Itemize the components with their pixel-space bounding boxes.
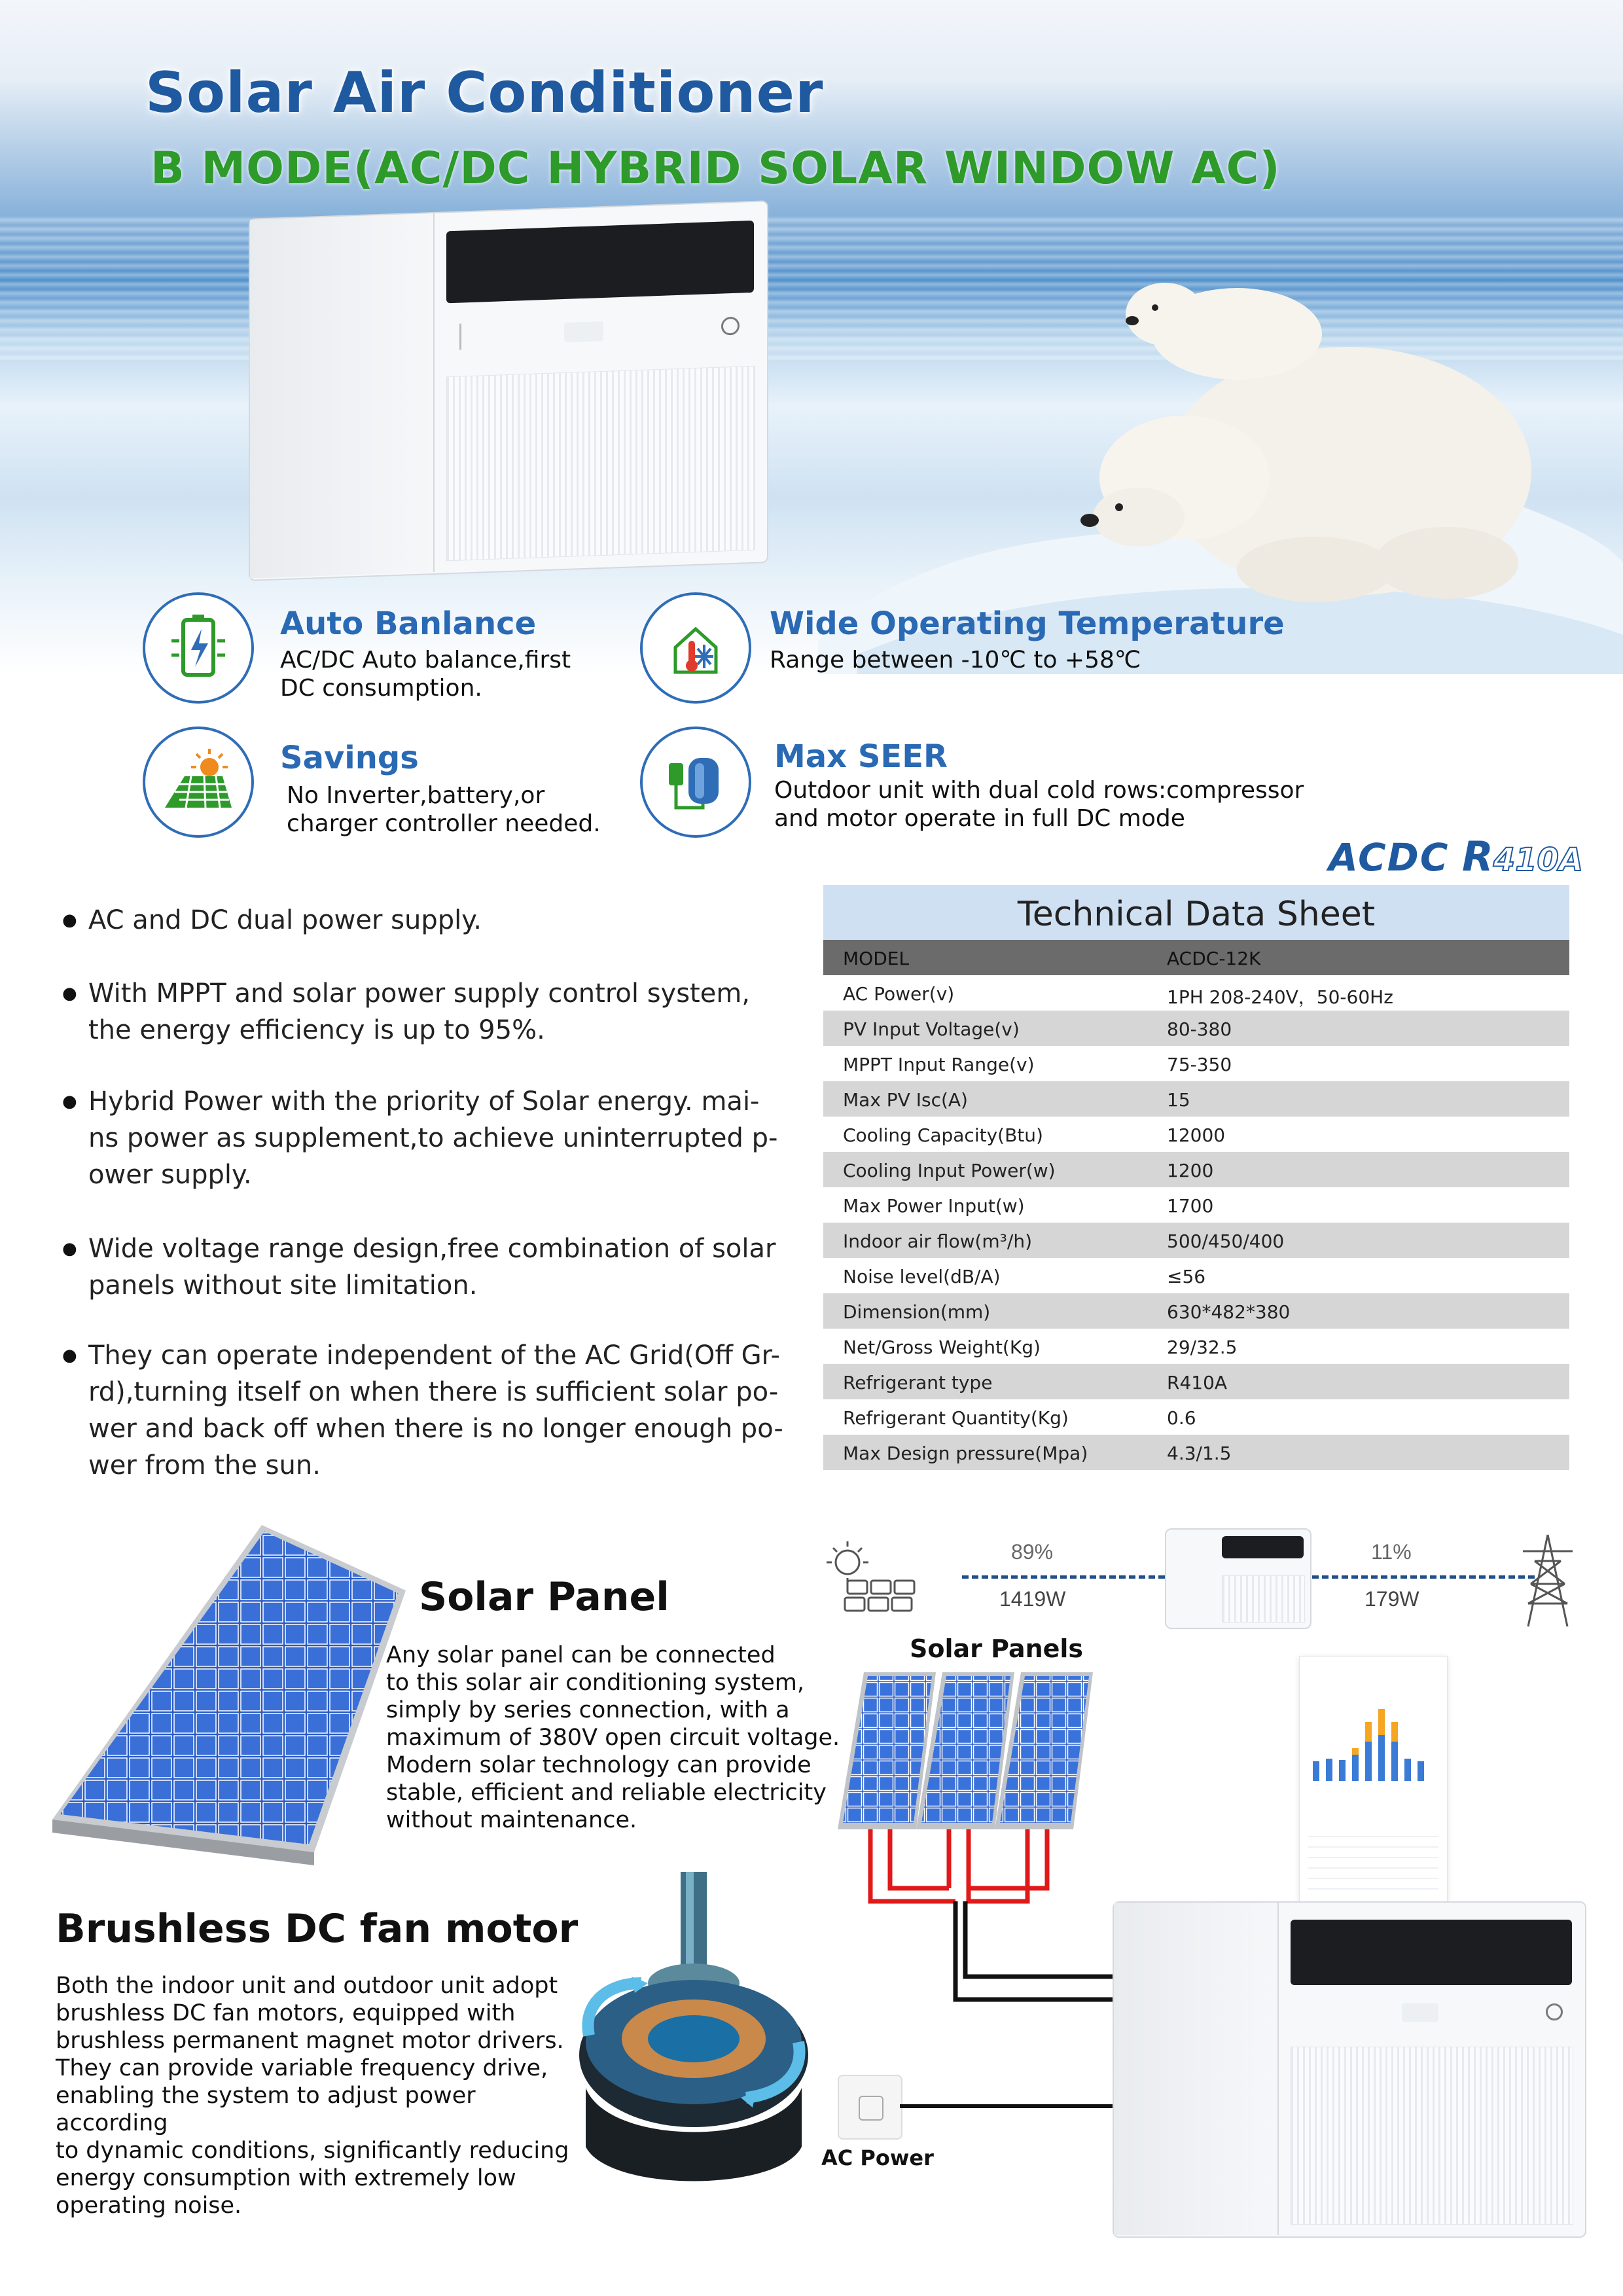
table-cell-key: Max Power Input(w) <box>843 1195 1025 1217</box>
solar-panel-sun-icon <box>143 726 254 838</box>
feature-title: Max SEER <box>774 738 948 775</box>
motor-desc: Both the indoor unit and outdoor unit adopt brushless DC fan motors, equipped with brushless permanent magnet motor drivers. They can provide variable frequency drive, enabling the system to adjust power according to dynamic conditions, significantly reducing energy consumption with extremely low operating noise. <box>56 1973 569 2219</box>
ac-front-grille <box>446 366 755 561</box>
window-ac-unit-image <box>249 200 768 581</box>
phone-app-screenshot <box>1299 1656 1448 1906</box>
table-cell-key: Max Design pressure(Mpa) <box>843 1443 1088 1464</box>
solar-panels-array-image <box>831 1666 1132 1836</box>
table-cell-key: Net/Gross Weight(Kg) <box>843 1336 1041 1358</box>
table-header-row <box>823 940 1569 975</box>
acdc-r410a-logo <box>1329 833 1583 880</box>
feature-desc: AC/DC Auto balance,first DC consumption. <box>280 647 571 702</box>
battery-bolt-icon <box>143 592 254 704</box>
power-flow-diagram <box>821 1528 1580 1640</box>
page-title: Solar Air Conditioner <box>145 60 824 126</box>
flow-line <box>962 1575 1185 1579</box>
ac-front-grille <box>1291 2047 1573 2225</box>
table-cell-value: ≤56 <box>1167 1266 1206 1287</box>
feature-desc: Outdoor unit with dual cold rows:compressor and motor operate in full DC mode <box>774 777 1304 832</box>
compressor-icon <box>640 726 751 838</box>
table-cell-value: 0.6 <box>1167 1407 1196 1429</box>
ac-air-vent <box>446 221 754 303</box>
solar-panels-label: Solar Panels <box>910 1634 1084 1663</box>
app-stats-list <box>1308 1827 1438 1892</box>
table-row <box>823 1399 1569 1435</box>
table-row <box>823 1011 1569 1046</box>
table-row <box>823 1152 1569 1187</box>
ac-power-label: AC Power <box>821 2145 934 2170</box>
ac-side-panel <box>1114 1903 1279 2235</box>
table-row <box>823 1329 1569 1364</box>
table-cell-key: MPPT Input Range(v) <box>843 1054 1035 1075</box>
table-cell-value: ACDC-12K <box>1167 948 1261 969</box>
table-cell-value: 29/32.5 <box>1167 1336 1238 1358</box>
table-cell-value: R410A <box>1167 1372 1228 1393</box>
table-title: Technical Data Sheet <box>823 885 1569 940</box>
ac-air-vent <box>1291 1920 1572 1985</box>
table-row <box>823 1081 1569 1117</box>
table-row <box>823 1046 1569 1081</box>
table-cell-value: 1200 <box>1167 1160 1214 1181</box>
feature-title: Savings <box>280 740 419 776</box>
power-tower-icon <box>1515 1528 1580 1633</box>
solar-watts: 1419W <box>999 1587 1066 1611</box>
table-cell-key: Noise level(dB/A) <box>843 1266 1001 1287</box>
table-cell-key: MODEL <box>843 948 910 969</box>
table-row <box>823 1117 1569 1152</box>
feature-desc: Range between -10℃ to +58℃ <box>770 647 1141 673</box>
ac-control-panel <box>1304 1994 1565 2034</box>
table-row <box>823 1187 1569 1223</box>
solar-panel-title: Solar Panel <box>419 1574 669 1620</box>
table-cell-key: AC Power(v) <box>843 983 955 1005</box>
table-row <box>823 1258 1569 1293</box>
motor-title: Brushless DC fan motor <box>56 1906 579 1952</box>
table-cell-value: 4.3/1.5 <box>1167 1443 1232 1464</box>
table-cell-key: Max PV Isc(A) <box>843 1089 968 1111</box>
table-row <box>823 1293 1569 1329</box>
feature-title: Auto Banlance <box>280 605 537 642</box>
ac-outlet-icon <box>838 2075 902 2140</box>
flow-line <box>1312 1575 1535 1579</box>
table-cell-key: Refrigerant type <box>843 1372 993 1393</box>
table-cell-value: 1700 <box>1167 1195 1214 1217</box>
table-cell-value: 630*482*380 <box>1167 1301 1291 1323</box>
table-cell-key: Indoor air flow(m³/h) <box>843 1230 1032 1252</box>
solar-panel-image <box>39 1512 406 1878</box>
table-row <box>823 1223 1569 1258</box>
brushless-motor-image <box>569 1872 818 2199</box>
window-ac-unit-image <box>1113 1901 1586 2238</box>
thermometer-snowflake-icon <box>640 592 751 704</box>
table-row <box>823 975 1569 1011</box>
ac-control-panel <box>459 307 747 363</box>
solar-percent: 89% <box>1011 1540 1054 1564</box>
bullet-item: ● Wide voltage range design,free combination of solar panels without site limitation. <box>62 1230 847 1304</box>
grid-percent: 11% <box>1371 1540 1412 1564</box>
solar-panel-desc: Any solar panel can be connected to this solar air conditioning system, simply by series connection, with a maximum of 380V open circuit voltage. Modern solar technology can provide stable, efficient and reliable electricity without maintenance. <box>386 1642 840 1833</box>
ac-side-panel <box>250 213 435 579</box>
table-cell-value: 80-380 <box>1167 1018 1232 1040</box>
page-subtitle: B MODE(AC/DC HYBRID SOLAR WINDOW AC) <box>151 143 1281 194</box>
polar-bear-illustration <box>1021 262 1558 602</box>
logo-text-acdc: ACDC <box>1329 835 1450 880</box>
table-cell-value: 12000 <box>1167 1124 1226 1146</box>
table-cell-value: 500/450/400 <box>1167 1230 1285 1252</box>
table-row <box>823 1435 1569 1470</box>
bullet-item: ● Hybrid Power with the priority of Solar energy. mai- ns power as supplement,to achieve uninterrupted p- ower supply. <box>62 1083 847 1193</box>
logo-text-r: R <box>1461 833 1493 880</box>
table-cell-key: PV Input Voltage(v) <box>843 1018 1020 1040</box>
solar-sun-icon <box>821 1535 926 1626</box>
feature-title: Wide Operating Temperature <box>770 605 1285 642</box>
table-cell-key: Cooling Input Power(w) <box>843 1160 1056 1181</box>
ac-power-wire <box>900 2104 1116 2108</box>
bullet-item: ● AC and DC dual power supply. <box>62 902 847 939</box>
grid-watts: 179W <box>1364 1587 1419 1611</box>
feature-desc: No Inverter,battery,or charger controller needed. <box>287 782 601 837</box>
logo-text-410a: 410A <box>1493 842 1584 878</box>
table-cell-value: 15 <box>1167 1089 1190 1111</box>
bullet-item: ● They can operate independent of the AC Grid(Off Gr- rd),turning itself on when there is sufficient solar po- wer and back off when there is no longer enough po- wer from the sun. <box>62 1337 847 1484</box>
table-cell-key: Refrigerant Quantity(Kg) <box>843 1407 1069 1429</box>
ac-unit-small-image <box>1165 1528 1311 1629</box>
table-row <box>823 1364 1569 1399</box>
table-cell-key: Cooling Capacity(Btu) <box>843 1124 1043 1146</box>
table-cell-value: 75-350 <box>1167 1054 1232 1075</box>
bullet-item: ● With MPPT and solar power supply control system, the energy efficiency is up to 95%. <box>62 975 847 1049</box>
app-bar-chart-image <box>1306 1696 1440 1807</box>
table-cell-key: Dimension(mm) <box>843 1301 991 1323</box>
table-cell-value: 1PH 208-240V，50-60Hz <box>1167 986 1393 1008</box>
